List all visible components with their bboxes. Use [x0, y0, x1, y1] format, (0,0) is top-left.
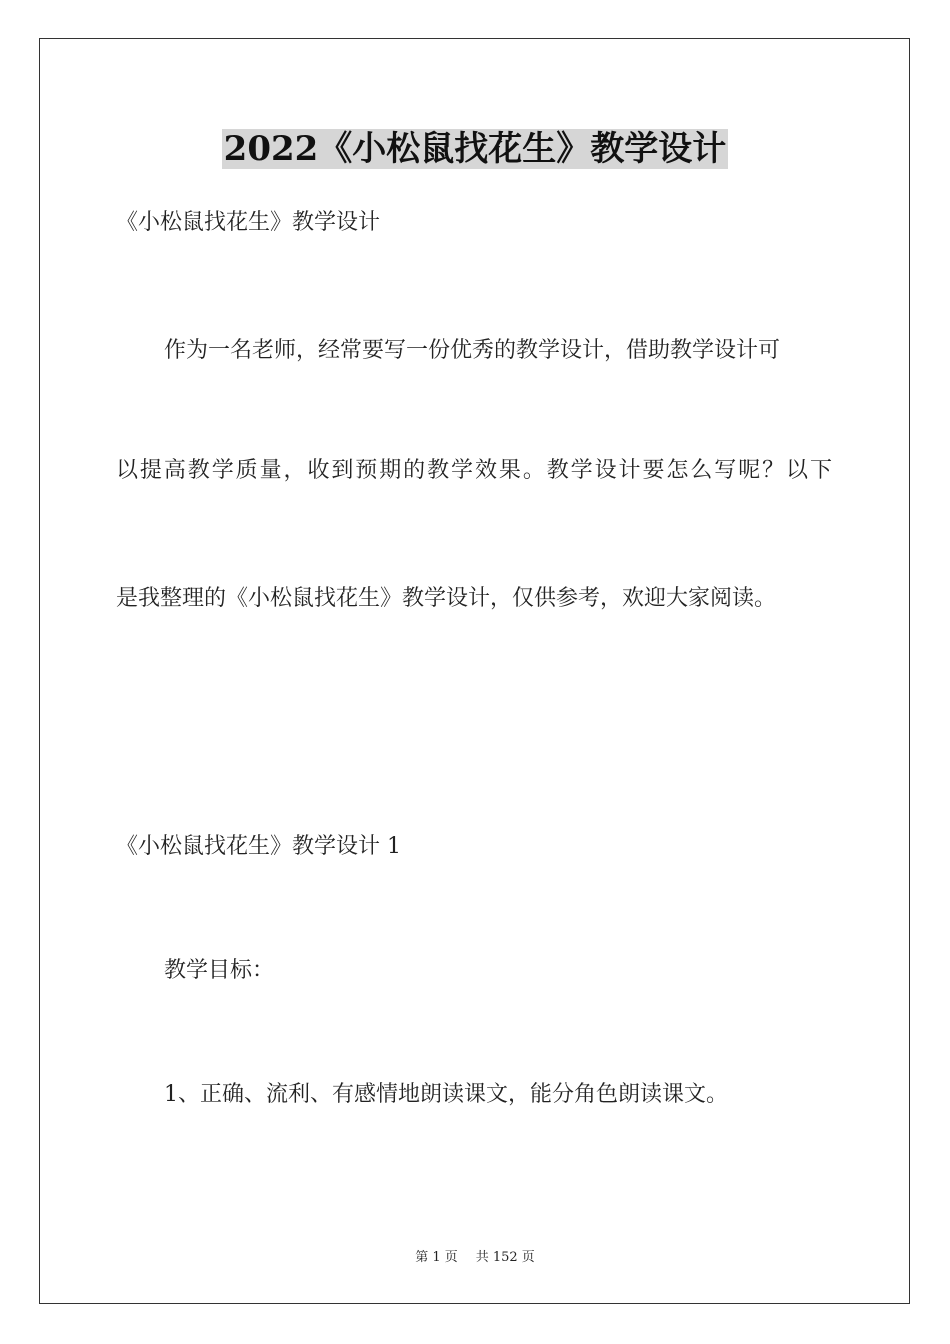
page-number-total: 共 152 页 [475, 1250, 535, 1265]
document-title-text: 2022《小松鼠找花生》教学设计 [223, 129, 727, 169]
objective-item-1: 1、正确、流利、有感情地朗读课文，能分角色朗读课文。 [164, 1082, 728, 1107]
page-footer [0, 1246, 950, 1265]
document-title [0, 126, 950, 172]
intro-line-2: 以提高教学质量，收到预期的教学效果。教学设计要怎么写呢？以下 [116, 458, 832, 483]
document-subtitle: 《小松鼠找花生》教学设计 [116, 210, 381, 235]
objectives-label: 教学目标： [164, 958, 275, 983]
section-heading: 《小松鼠找花生》教学设计 1 [116, 834, 401, 859]
page-number-current: 第 1 页 [415, 1250, 458, 1265]
intro-line-3: 是我整理的《小松鼠找花生》教学设计，仅供参考，欢迎大家阅读。 [116, 586, 777, 611]
intro-line-1: 作为一名老师，经常要写一份优秀的教学设计，借助教学设计可 [164, 338, 781, 363]
